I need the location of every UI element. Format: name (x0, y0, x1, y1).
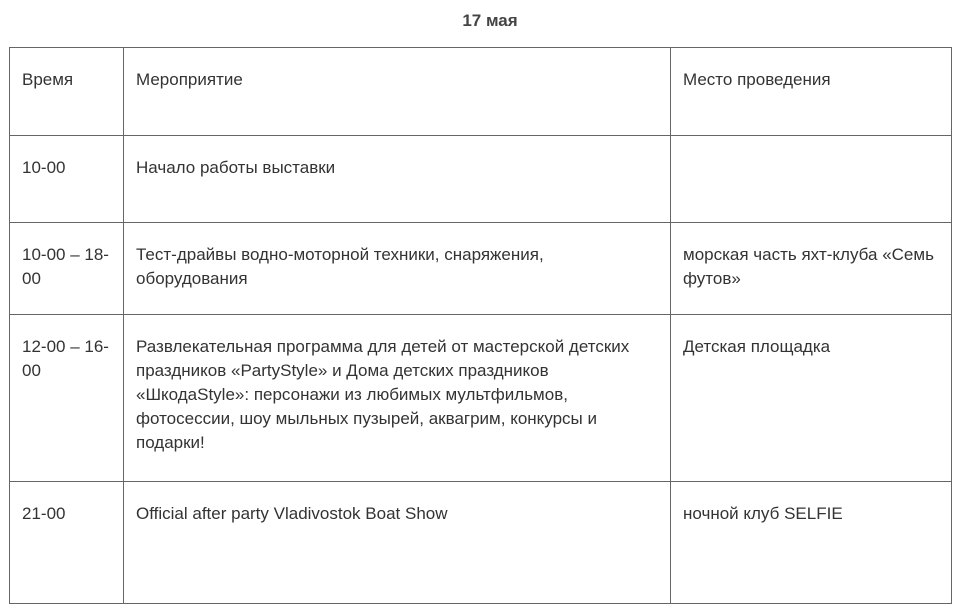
header-place-label: Место проведения (683, 70, 831, 89)
event-cell (124, 223, 671, 315)
time-cell (10, 136, 124, 223)
time-text: 10-00 – 18-00 (22, 245, 109, 288)
table-header-row (10, 48, 952, 136)
place-cell (671, 315, 952, 482)
time-cell (10, 482, 124, 604)
place-text: Детская площадка (683, 337, 831, 356)
time-text: 10-00 (22, 158, 66, 177)
place-text: морская часть яхт-клуба «Семь футов» (683, 245, 934, 288)
header-event (124, 48, 671, 136)
table-row (10, 315, 952, 482)
event-text: Official after party Vladivostok Boat Show (136, 504, 448, 523)
event-cell (124, 136, 671, 223)
schedule-table (9, 47, 952, 604)
time-text: 12-00 – 16-00 (22, 337, 109, 380)
place-cell (671, 482, 952, 604)
event-text: Тест-драйвы водно-моторной техники, снаряжения, оборудования (136, 245, 544, 288)
header-time-label: Время (22, 70, 74, 89)
page-title: 17 мая (462, 11, 518, 30)
header-event-label: Мероприятие (136, 70, 243, 89)
table-row (10, 482, 952, 604)
event-cell (124, 315, 671, 482)
event-text: Начало работы выставки (136, 158, 336, 177)
time-text: 21-00 (22, 504, 66, 523)
place-cell (671, 223, 952, 315)
table-row (10, 136, 952, 223)
event-text: Развлекательная программа для детей от мастерской детских праздников «PartyStyle» и Дома детских праздников «ШкодаStyle»: персонажи из любимых мультфильмов, фотосессии, шоу мыльных пузырей, аквагрим, конкурсы и подарки! (136, 337, 630, 452)
header-place (671, 48, 952, 136)
table-row (10, 223, 952, 315)
event-cell (124, 482, 671, 604)
place-cell (671, 136, 952, 223)
time-cell (10, 315, 124, 482)
place-text: ночной клуб SELFIE (683, 504, 843, 523)
time-cell (10, 223, 124, 315)
header-time (10, 48, 124, 136)
